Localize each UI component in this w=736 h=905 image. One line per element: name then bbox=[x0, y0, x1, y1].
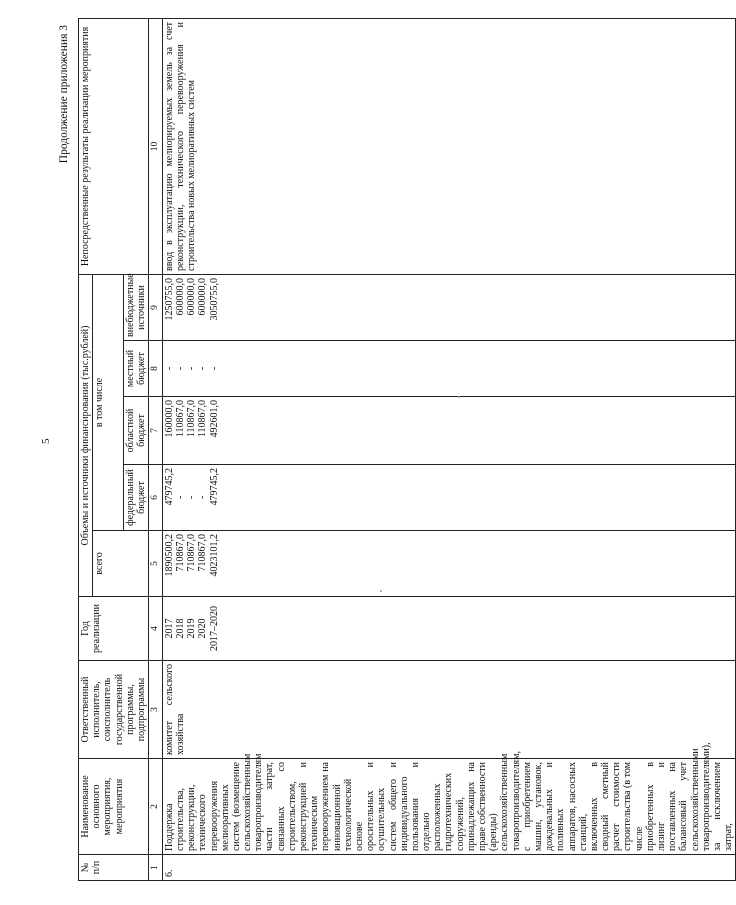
regional-cell bbox=[162, 397, 736, 465]
regional-value: 110867,0 bbox=[186, 400, 198, 438]
header-including: в том числе bbox=[93, 274, 124, 530]
page-number: 5 bbox=[40, 438, 52, 444]
total-value: 1890500,2 bbox=[163, 534, 175, 577]
col-number: 5 bbox=[149, 531, 163, 597]
year-value: 2020 bbox=[197, 618, 209, 639]
total-cell bbox=[162, 531, 736, 597]
col-number: 6 bbox=[149, 465, 163, 531]
header-results: Непосредственные результаты реализации мероприятия bbox=[79, 18, 149, 274]
local-value: - bbox=[197, 366, 209, 371]
header-local: местный бюджет bbox=[123, 341, 148, 397]
header-regional: областной бюджет bbox=[123, 397, 148, 465]
local-cell bbox=[162, 341, 736, 397]
federal-value: 479745,2 bbox=[208, 468, 220, 506]
col-number: 9 bbox=[149, 274, 163, 340]
offbudget-cell bbox=[162, 274, 736, 340]
federal-value: - bbox=[174, 495, 186, 500]
funding-table bbox=[78, 18, 736, 881]
col-number: 10 bbox=[149, 18, 163, 274]
executor: комитет сельского хозяйства bbox=[162, 661, 736, 759]
table-area bbox=[52, 19, 735, 881]
local-value: - bbox=[186, 366, 198, 371]
total-value: 710867,0 bbox=[197, 534, 209, 572]
header-offbudget: внебюджетные источники bbox=[123, 274, 148, 340]
regional-value: 492601,0 bbox=[208, 400, 220, 438]
header-year: Год реализации bbox=[79, 597, 149, 661]
local-value: - bbox=[163, 366, 175, 371]
regional-value: 110867,0 bbox=[197, 400, 209, 438]
offbudget-value: 600000,0 bbox=[197, 277, 209, 316]
column-numbers-row bbox=[149, 18, 163, 880]
header-num: № п/п bbox=[79, 855, 149, 881]
col-number: 7 bbox=[149, 397, 163, 465]
total-value: 710867,0 bbox=[174, 534, 186, 572]
table-row bbox=[162, 18, 736, 880]
header-total: всего bbox=[93, 531, 149, 597]
col-number: 2 bbox=[149, 759, 163, 855]
scan-speck bbox=[380, 590, 382, 592]
offbudget-value: 3050755,0 bbox=[208, 277, 220, 321]
measure-name: Поддержка строительства, реконструкции, технического перевооружения мелиоративных систем (возмещение сельскохозяйственным товаропроизводителям части затрат, связанных со строительством, реконструкцией и техническим перевооружением на инновационной технологической основе оросительных и осушительных систем общего и индивидуального пользования и отдельно расположенных гидротехнических сооружений, принадлежащих на праве собственности (аренды) сельскохозяйственным товаропроизводителям, с приобретением машин, установок, дождевальных и поливных аппаратов, насосных станций, включенных в сводный сметный расчет стоимости строительства (в том числе приобретенных в лизинг и поставленных на балансовый учет сельскохозяйственными товаропроизводителями), за исключением затрат, bbox=[162, 759, 736, 855]
regional-value: 110867,0 bbox=[174, 400, 186, 438]
scan-speck bbox=[458, 396, 460, 398]
local-value: - bbox=[174, 366, 186, 371]
header-executor: Ответственный исполнитель, соисполнитель государственной программы, подпрограммы bbox=[79, 661, 149, 759]
row-number: 6. bbox=[162, 855, 736, 881]
regional-value: 160000,0 bbox=[163, 400, 175, 438]
offbudget-value: 1250755,0 bbox=[163, 277, 175, 321]
federal-value: - bbox=[197, 495, 209, 500]
col-number: 4 bbox=[149, 597, 163, 661]
federal-value: - bbox=[186, 495, 198, 500]
year-value: 2019 bbox=[186, 618, 198, 639]
result-text: ввод в эксплуатацию мелиорируемых земель за счет реконструкции, технического перевооружения и строительства новых мелиоративных систем bbox=[162, 18, 736, 274]
federal-value: 479745,2 bbox=[163, 468, 175, 506]
col-number: 8 bbox=[149, 341, 163, 397]
header-funding: Объемы и источники финансирования (тыс.рублей) bbox=[79, 274, 93, 596]
year-value: 2018 bbox=[174, 618, 186, 639]
header-name: Наименование основного мероприятия, мероприятия bbox=[79, 759, 149, 855]
offbudget-value: 600000,0 bbox=[186, 277, 198, 316]
federal-cell bbox=[162, 465, 736, 531]
header-federal: федеральный бюджет bbox=[123, 465, 148, 531]
year-value: 2017–2020 bbox=[208, 606, 220, 651]
local-value: - bbox=[208, 366, 220, 371]
years-cell bbox=[162, 597, 736, 661]
col-number: 3 bbox=[149, 661, 163, 759]
continued-label: Продолжение приложения 3 bbox=[58, 25, 70, 164]
year-value: 2017 bbox=[163, 618, 175, 639]
col-number: 1 bbox=[149, 855, 163, 881]
offbudget-value: 600000,0 bbox=[174, 277, 186, 316]
total-value: 4023101,2 bbox=[208, 534, 220, 577]
total-value: 710867,0 bbox=[186, 534, 198, 572]
